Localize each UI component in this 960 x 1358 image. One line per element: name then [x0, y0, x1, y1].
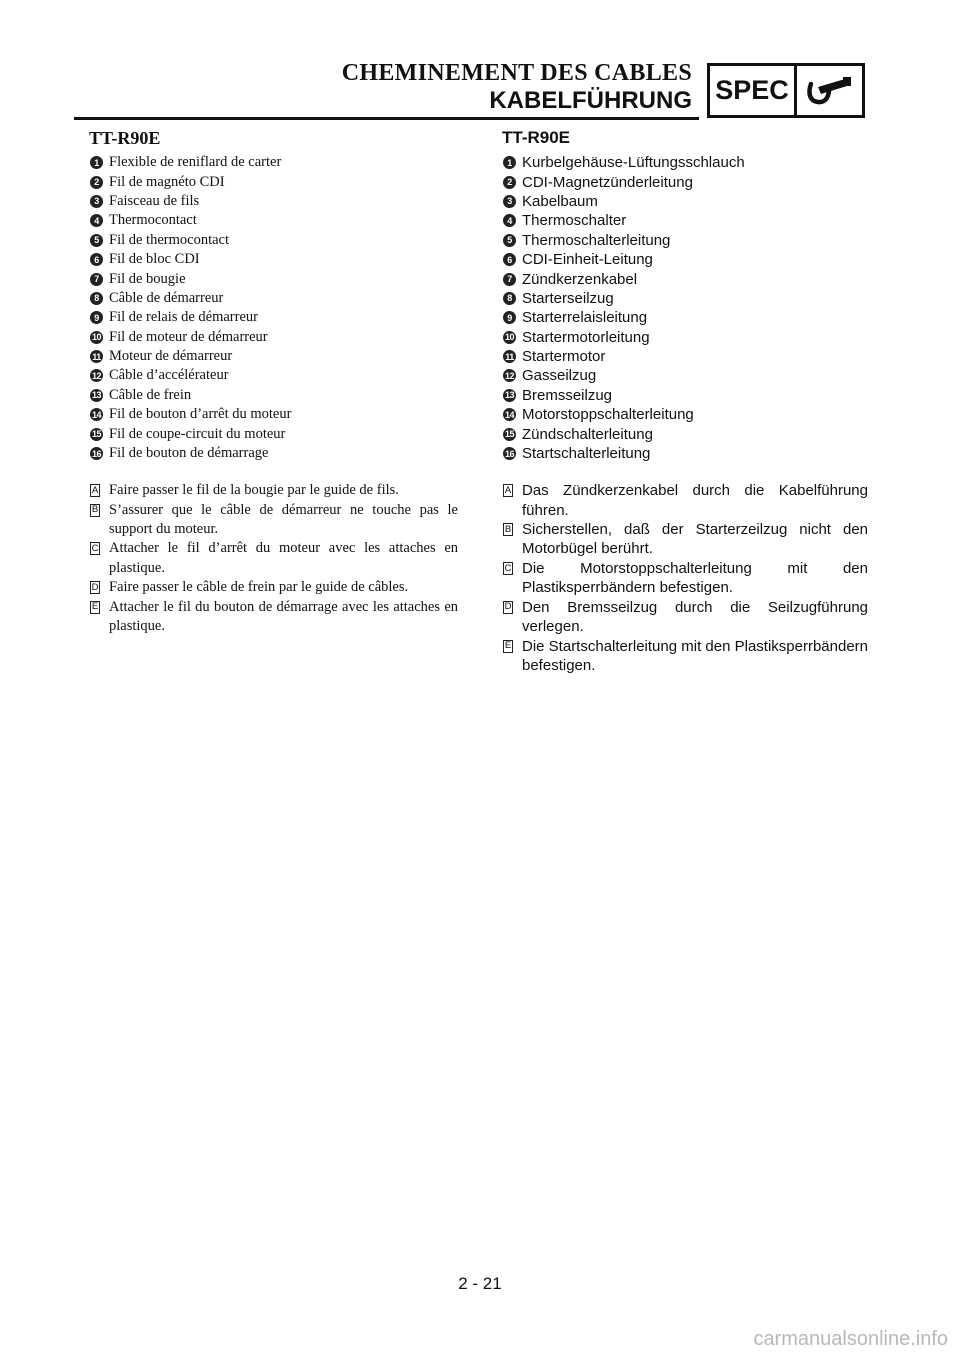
spec-label: SPEC [710, 66, 797, 115]
list-item [90, 172, 458, 191]
item-number-badge: 6 [90, 253, 103, 266]
page-number: 2 - 21 [458, 1274, 502, 1293]
item-number-badge: 1 [90, 156, 103, 169]
item-label: Fil de bougie [109, 270, 186, 287]
list-item [503, 444, 868, 463]
item-number-badge: 10 [504, 332, 514, 343]
list-item [503, 386, 868, 405]
item-label: Starterrelaisleitung [522, 309, 648, 327]
note-item [90, 578, 458, 597]
item-label: Kabelbaum [522, 192, 598, 210]
item-label: CDI-Einheit-Leitung [522, 251, 653, 269]
item-number-badge: 13 [91, 390, 101, 401]
model-heading: TT-R90E [89, 128, 161, 148]
item-number-badge: 16 [504, 448, 514, 459]
item-label: Fil de thermocontact [109, 231, 229, 248]
item-number-badge: 12 [504, 370, 514, 381]
item-label: Startschalterleitung [522, 445, 651, 463]
item-number-badge: 8 [90, 292, 103, 305]
french-column [90, 128, 458, 637]
note-letter-badge: D [504, 601, 512, 613]
note-text: Faire passer le fil de la bougie par le guide de fils. [109, 482, 399, 499]
parts-list [90, 153, 458, 463]
item-number-badge: 4 [503, 214, 516, 227]
item-label: Zündschalterleitung [522, 425, 653, 443]
note-item [90, 481, 458, 500]
watermark: carmanualsonline.info [753, 1328, 948, 1350]
note-letter-badge: B [91, 504, 99, 516]
note-letter-badge: E [91, 601, 99, 613]
list-item [503, 328, 868, 347]
item-label: Moteur de démarreur [109, 348, 233, 365]
item-number-badge: 2 [503, 176, 516, 189]
list-item [90, 366, 458, 385]
note-text: S’assurer que le câble de démarreur ne touche pas le support du moteur. [109, 501, 458, 538]
item-label: Fil de moteur de démarreur [109, 328, 268, 345]
item-number-badge: 14 [504, 409, 514, 420]
list-item [90, 211, 458, 230]
item-label: Startermotor [522, 348, 606, 366]
item-number-badge: 14 [91, 409, 101, 420]
list-item [90, 386, 458, 405]
item-label: Startermotorleitung [522, 328, 650, 346]
list-item [90, 424, 458, 443]
parts-list [503, 153, 868, 463]
item-label: Câble de frein [109, 386, 192, 403]
item-label: Kurbelgehäuse-Lüftungsschlauch [522, 154, 745, 172]
note-item [90, 539, 458, 578]
list-item [90, 153, 458, 172]
item-number-badge: 10 [91, 332, 101, 343]
item-label: Fil de coupe-circuit du moteur [109, 425, 286, 442]
page-header [342, 60, 692, 114]
note-item [503, 637, 868, 676]
item-number-badge: 7 [90, 273, 103, 286]
list-item [503, 289, 868, 308]
item-number-badge: 2 [90, 176, 103, 189]
item-number-badge: 1 [503, 156, 516, 169]
list-item [90, 444, 458, 463]
list-item [503, 366, 868, 385]
note-text: Das Zündkerzenkabel durch die Kabelführung führen. [522, 482, 868, 519]
list-item [90, 269, 458, 288]
note-letter-badge: A [504, 485, 512, 497]
item-number-badge: 5 [90, 234, 103, 247]
note-letter-badge: D [91, 582, 99, 594]
note-text: Den Bremsseilzug durch die Seilzugführung verlegen. [522, 598, 868, 636]
notes-list [90, 481, 458, 636]
note-text: Die Motorstoppschalterleitung mit den Plastiksperrbändern befestigen. [522, 559, 868, 597]
list-item [90, 308, 458, 327]
item-label: Bremsseilzug [522, 386, 613, 404]
item-number-badge: 13 [504, 390, 514, 401]
item-label: Fil de bouton de démarrage [109, 445, 269, 462]
header-rule [74, 117, 699, 120]
item-number-badge: 12 [91, 370, 101, 381]
note-item [90, 598, 458, 637]
list-item [503, 269, 868, 288]
note-item [503, 481, 868, 520]
item-label: Câble de démarreur [109, 289, 224, 306]
item-label: Fil de relais de démarreur [109, 309, 258, 326]
item-number-badge: 11 [90, 350, 103, 363]
list-item [503, 424, 868, 443]
note-text: Die Startschalterleitung mit den Plastiksperrbändern befestigen. [522, 637, 869, 674]
cable-tie-icon [797, 66, 862, 115]
note-item [503, 598, 868, 637]
item-number-badge: 3 [90, 195, 103, 208]
list-item [503, 308, 868, 327]
list-item [503, 211, 868, 230]
item-label: Faisceau de fils [109, 192, 200, 209]
item-label: Thermoschalter [522, 212, 627, 230]
item-number-badge: 4 [90, 214, 103, 227]
item-number-badge: 9 [503, 311, 516, 324]
item-label: Zündkerzenkabel [522, 270, 638, 288]
note-letter-badge: A [91, 485, 99, 497]
note-item [90, 501, 458, 540]
item-number-badge: 15 [91, 429, 101, 440]
list-item [503, 405, 868, 424]
item-label: CDI-Magnetzünderleitung [522, 173, 693, 191]
list-item [503, 192, 868, 211]
item-number-badge: 3 [503, 195, 516, 208]
list-item [503, 250, 868, 269]
list-item [503, 347, 868, 366]
list-item [90, 347, 458, 366]
item-label: Starterseilzug [522, 289, 614, 307]
item-number-badge: 15 [504, 429, 514, 440]
item-label: Flexible de reniflard de carter [109, 154, 282, 171]
list-item [90, 250, 458, 269]
item-number-badge: 11 [503, 350, 516, 363]
note-letter-badge: C [91, 543, 99, 555]
item-number-badge: 5 [503, 234, 516, 247]
item-number-badge: 8 [503, 292, 516, 305]
item-label: Motorstoppschalterleitung [522, 406, 694, 424]
title-german: KABELFÜHRUNG [489, 87, 692, 114]
item-label: Thermoschalterleitung [522, 231, 671, 249]
list-item [90, 192, 458, 211]
note-item [503, 520, 868, 559]
note-letter-badge: B [504, 523, 512, 535]
note-item [503, 559, 868, 598]
item-label: Thermocontact [109, 212, 197, 229]
note-text: Faire passer le câble de frein par le guide de câbles. [109, 579, 409, 596]
note-letter-badge: E [504, 640, 512, 652]
list-item [90, 231, 458, 250]
title-french: CHEMINEMENT DES CABLES [341, 60, 692, 86]
notes-list [503, 481, 868, 675]
note-letter-badge: C [504, 562, 512, 574]
list-item [503, 231, 868, 250]
item-label: Fil de magnéto CDI [109, 173, 225, 190]
note-text: Attacher le fil du bouton de démarrage avec les attaches en plastique. [109, 598, 458, 635]
list-item [90, 328, 458, 347]
note-text: Sicherstellen, daß der Starterzeilzug nicht den Motorbügel berührt. [522, 521, 868, 558]
item-label: Gasseilzug [522, 367, 597, 385]
item-number-badge: 16 [91, 448, 101, 459]
list-item [503, 172, 868, 191]
list-item [90, 405, 458, 424]
item-label: Fil de bloc CDI [109, 251, 200, 268]
item-label: Fil de bouton d’arrêt du moteur [109, 406, 292, 423]
german-column [503, 128, 868, 675]
item-label: Câble d’accélérateur [109, 367, 229, 384]
list-item [90, 289, 458, 308]
spec-section-box [707, 63, 865, 118]
model-heading: TT-R90E [502, 128, 571, 147]
note-text: Attacher le fil d’arrêt du moteur avec les attaches en plastique. [109, 540, 458, 576]
item-number-badge: 9 [90, 311, 103, 324]
item-number-badge: 7 [503, 273, 516, 286]
item-number-badge: 6 [503, 253, 516, 266]
list-item [503, 153, 868, 172]
